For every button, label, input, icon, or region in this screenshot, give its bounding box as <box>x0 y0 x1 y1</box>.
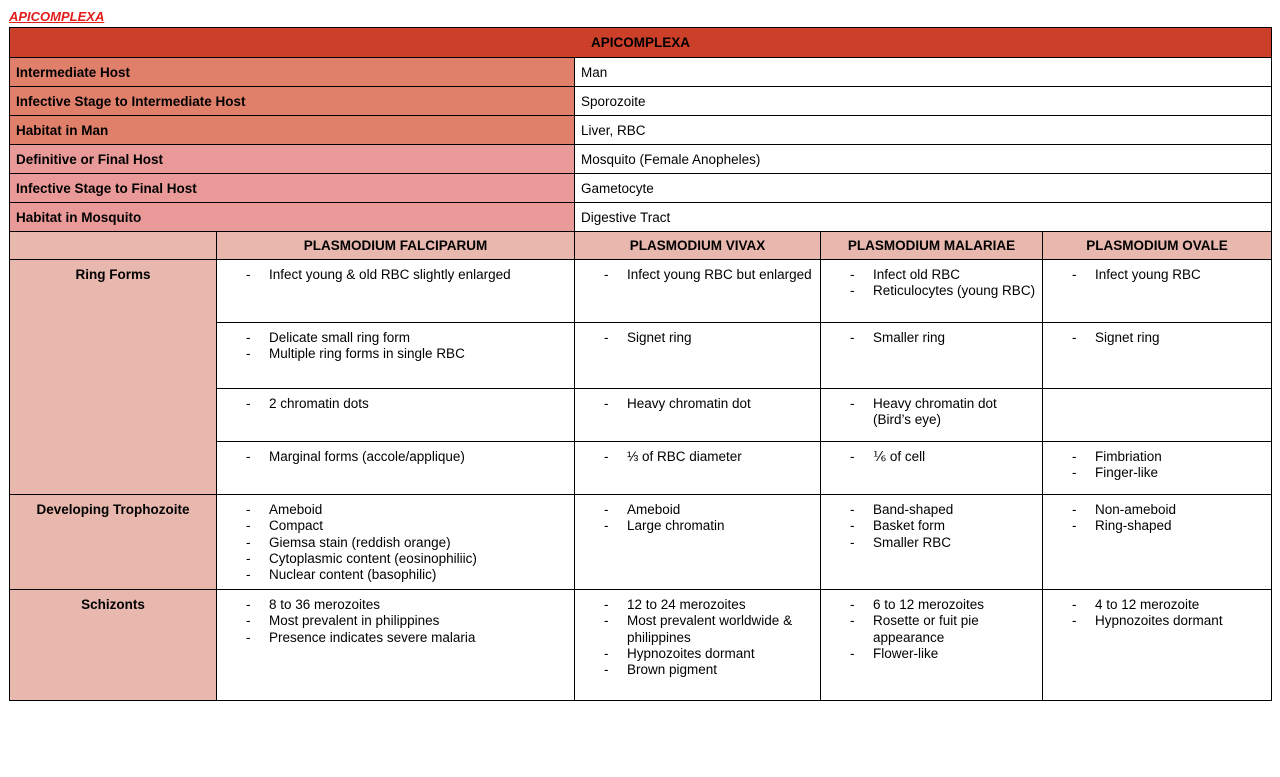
list-item: - Band-shaped <box>850 502 1036 518</box>
list-item: - Hypnozoites dormant <box>604 646 814 662</box>
species-cell <box>821 389 1043 442</box>
species-cell <box>821 260 1043 323</box>
table-title: APICOMPLEXA <box>10 28 1272 58</box>
species-cell <box>575 260 821 323</box>
list-item: - Signet ring <box>604 330 814 346</box>
list-item: - Ameboid <box>246 502 568 518</box>
info-row <box>10 145 1272 174</box>
info-label: Infective Stage to Final Host <box>10 174 575 203</box>
list-item: - Infect young RBC <box>1072 267 1265 283</box>
info-value: Gametocyte <box>575 174 1272 203</box>
species-cell <box>217 323 575 389</box>
item-list <box>246 597 568 646</box>
species-cell <box>1043 495 1272 590</box>
list-item: - Reticulocytes (young RBC) <box>850 283 1036 299</box>
list-item: - Most prevalent worldwide & philippines <box>604 613 814 646</box>
species-cell <box>821 590 1043 701</box>
list-item: - Cytoplasmic content (eosinophiliic) <box>246 551 568 567</box>
apicomplexa-table <box>9 27 1272 701</box>
list-item: - Fimbriation <box>1072 449 1265 465</box>
item-list <box>246 449 568 465</box>
species-cell <box>217 389 575 442</box>
info-row <box>10 87 1272 116</box>
list-item: - Heavy chromatin dot <box>604 396 814 412</box>
item-list <box>1072 449 1265 482</box>
info-value: Sporozoite <box>575 87 1272 116</box>
item-list <box>604 449 814 465</box>
stage-row <box>10 495 1272 590</box>
species-cell <box>575 323 821 389</box>
item-list <box>604 267 814 283</box>
item-list <box>246 502 568 583</box>
list-item: - Large chromatin <box>604 518 814 534</box>
list-item: - 4 to 12 merozoite <box>1072 597 1265 613</box>
list-item: - 6 to 12 merozoites <box>850 597 1036 613</box>
list-item: - Marginal forms (accole/applique) <box>246 449 568 465</box>
species-cell <box>575 590 821 701</box>
list-item: - Signet ring <box>1072 330 1265 346</box>
list-item: - Compact <box>246 518 568 534</box>
species-cell <box>217 590 575 701</box>
document-title: APICOMPLEXA <box>9 9 105 24</box>
species-cell <box>217 260 575 323</box>
info-value: Mosquito (Female Anopheles) <box>575 145 1272 174</box>
item-list <box>246 396 568 412</box>
stage-row <box>10 590 1272 701</box>
species-cell <box>1043 442 1272 495</box>
stage-label: Schizonts <box>10 590 217 701</box>
stage-row <box>10 260 1272 323</box>
list-item: - Smaller ring <box>850 330 1036 346</box>
item-list <box>1072 330 1265 346</box>
list-item: - Finger-like <box>1072 465 1265 481</box>
list-item: - Most prevalent in philippines <box>246 613 568 629</box>
header-corner-cell <box>10 232 217 260</box>
list-item: - 12 to 24 merozoites <box>604 597 814 613</box>
list-item: - Presence indicates severe malaria <box>246 630 568 646</box>
info-value: Man <box>575 58 1272 87</box>
info-row <box>10 58 1272 87</box>
item-list <box>604 396 814 412</box>
species-header: PLASMODIUM VIVAX <box>575 232 821 260</box>
species-cell <box>821 495 1043 590</box>
info-label: Definitive or Final Host <box>10 145 575 174</box>
species-cell <box>217 495 575 590</box>
info-value: Liver, RBC <box>575 116 1272 145</box>
item-list <box>850 396 1036 429</box>
item-list <box>1072 267 1265 283</box>
list-item: - 8 to 36 merozoites <box>246 597 568 613</box>
item-list <box>246 267 568 283</box>
list-item: - Rosette or fuit pie appearance <box>850 613 1036 646</box>
info-row <box>10 174 1272 203</box>
item-list <box>1072 502 1265 535</box>
info-label: Habitat in Man <box>10 116 575 145</box>
species-cell <box>821 323 1043 389</box>
item-list <box>604 502 814 535</box>
info-label: Habitat in Mosquito <box>10 203 575 232</box>
species-cell <box>1043 260 1272 323</box>
species-cell <box>1043 323 1272 389</box>
list-item: - Giemsa stain (reddish orange) <box>246 535 568 551</box>
species-cell <box>575 442 821 495</box>
list-item: - Non-ameboid <box>1072 502 1265 518</box>
item-list <box>850 449 1036 465</box>
species-header: PLASMODIUM OVALE <box>1043 232 1272 260</box>
item-list <box>246 330 568 363</box>
list-item: - Ameboid <box>604 502 814 518</box>
species-cell <box>575 389 821 442</box>
info-row <box>10 203 1272 232</box>
list-item: - Infect young RBC but enlarged <box>604 267 814 283</box>
species-cell <box>1043 590 1272 701</box>
species-header-row <box>10 232 1272 260</box>
list-item: - Nuclear content (basophilic) <box>246 567 568 583</box>
info-row <box>10 116 1272 145</box>
list-item: - Smaller RBC <box>850 535 1036 551</box>
list-item: - Infect old RBC <box>850 267 1036 283</box>
item-list <box>850 267 1036 300</box>
species-cell <box>575 495 821 590</box>
item-list <box>850 330 1036 346</box>
item-list <box>850 502 1036 551</box>
species-cell <box>217 442 575 495</box>
species-header: PLASMODIUM MALARIAE <box>821 232 1043 260</box>
list-item: - Basket form <box>850 518 1036 534</box>
item-list <box>1072 597 1265 630</box>
list-item: - ⅙ of cell <box>850 449 1036 465</box>
info-label: Intermediate Host <box>10 58 575 87</box>
stage-label: Ring Forms <box>10 260 217 495</box>
list-item: - Flower-like <box>850 646 1036 662</box>
species-header: PLASMODIUM FALCIPARUM <box>217 232 575 260</box>
info-label: Infective Stage to Intermediate Host <box>10 87 575 116</box>
list-item: - Ring-shaped <box>1072 518 1265 534</box>
list-item: - Brown pigment <box>604 662 814 678</box>
stage-label: Developing Trophozoite <box>10 495 217 590</box>
item-list <box>604 330 814 346</box>
list-item: - Delicate small ring form <box>246 330 568 346</box>
list-item: - Infect young & old RBC slightly enlarged <box>246 267 568 283</box>
list-item: - Heavy chromatin dot (Bird’s eye) <box>850 396 1036 429</box>
list-item: - Multiple ring forms in single RBC <box>246 346 568 362</box>
item-list <box>604 597 814 678</box>
list-item: - ⅓ of RBC diameter <box>604 449 814 465</box>
list-item: - Hypnozoites dormant <box>1072 613 1265 629</box>
list-item: - 2 chromatin dots <box>246 396 568 412</box>
species-cell <box>821 442 1043 495</box>
info-value: Digestive Tract <box>575 203 1272 232</box>
species-cell <box>1043 389 1272 442</box>
item-list <box>850 597 1036 662</box>
